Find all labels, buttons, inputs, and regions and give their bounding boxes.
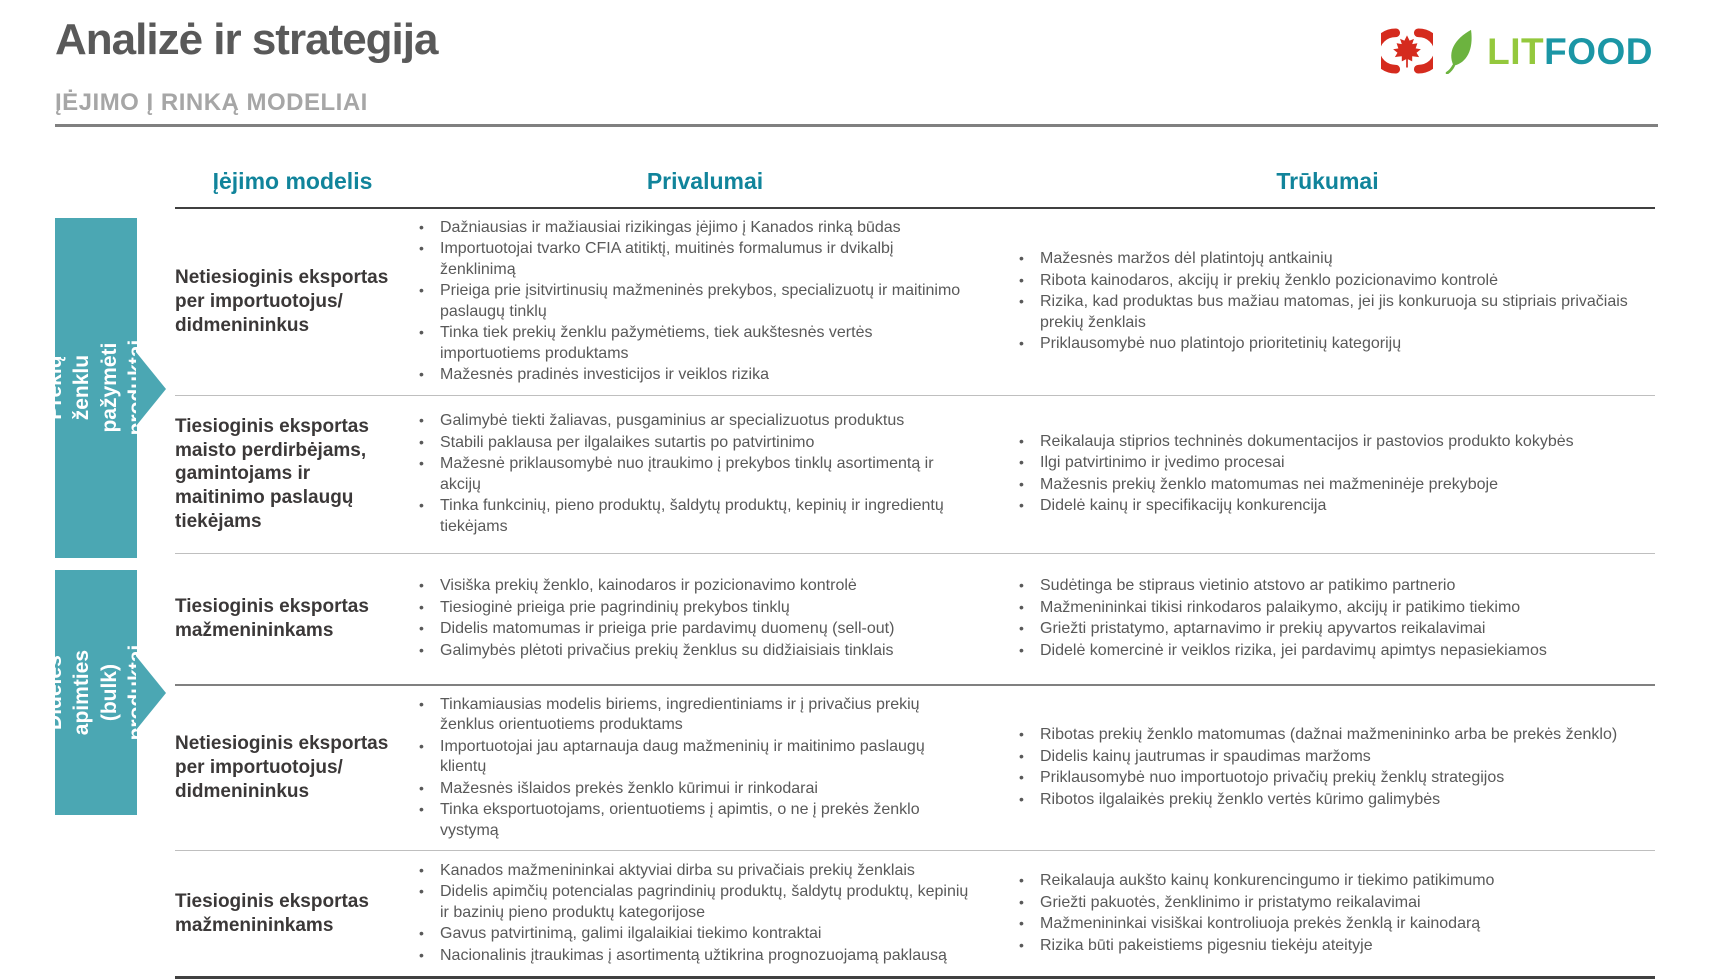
group-arrow-icon: [136, 352, 166, 426]
bullet-item: • Ribotos ilgalaikės prekių ženklo vertės kūrimo galimybės: [1010, 790, 1649, 810]
model-cell: Netiesioginis eksportas per importuotojus/ didmenininkus: [175, 733, 389, 802]
bullet-item: • Mažmenininkai visiškai kontroliuoja prekės ženklą ir kainodarą: [1010, 914, 1649, 934]
subtitle-divider: [55, 124, 1658, 127]
bullet-item: • Gavus patvirtinimą, galimi ilgalaikiai tiekimo kontraktai: [410, 924, 972, 944]
bullet-item: • Rizika būti pakeistiems pigesniu tiekėju ateityje: [1010, 936, 1649, 956]
cons-cell: [1000, 686, 1655, 850]
bullet-item: • Reikalauja stiprios techninės dokumentacijos ir pastovios produkto kokybės: [1010, 432, 1649, 452]
table-row: [175, 554, 1655, 686]
table-row: [175, 209, 1655, 396]
pros-list: [410, 694, 972, 842]
pros-list: [410, 217, 972, 387]
group-label-bulk-products: [43, 570, 149, 815]
bullet-item: • Tinka tiek prekių ženklu pažymėtiems, tiek aukštesnės vertės importuotiems produktams: [410, 323, 972, 364]
bullet-item: • Galimybės plėtoti privačius prekių ženklus su didžiaisiais tinklais: [410, 641, 972, 661]
pros-cell: [410, 209, 1000, 395]
pros-list: [410, 860, 972, 967]
bullet-item: • Tinka funkcinių, pieno produktų, šaldytų produktų, kepinių ir ingredientų tiekėjams: [410, 496, 972, 537]
pros-cell: [410, 686, 1000, 850]
bullet-item: • Griežti pristatymo, aptarnavimo ir prekių apyvartos reikalavimai: [1010, 619, 1649, 639]
page-title: Analizė ir strategija: [55, 15, 438, 64]
pros-cell: [410, 554, 1000, 684]
cons-cell: [1000, 554, 1655, 684]
model-cell: Tiesioginis eksportas mažmenininkams: [175, 890, 369, 936]
brand-text: [1487, 30, 1653, 72]
brand-food: FOOD: [1544, 30, 1653, 72]
model-cell: Tiesioginis eksportas maisto perdirbėjams, gamintojams ir maitinimo paslaugų tiekėjams: [175, 415, 369, 532]
group-label-text: Didelės apimties (bulk) produktai: [43, 644, 149, 741]
page-subtitle: ĮĖJIMO Į RINKĄ MODELIAI: [55, 89, 368, 117]
bullet-item: • Dažniausias ir mažiausiai rizikingas įėjimo į Kanados rinką būdas: [410, 218, 972, 238]
brand-logo: [1381, 28, 1653, 74]
cons-list: [1010, 724, 1649, 811]
model-cell: Netiesioginis eksportas per importuotojus/ didmenininkus: [175, 267, 389, 336]
bullet-item: • Ribotas prekių ženklo matomumas (dažnai mažmenininko arba be prekės ženklo): [1010, 725, 1649, 745]
bullet-item: • Stabili paklausa per ilgalaikes sutartis po patvirtinimo: [410, 433, 972, 453]
pros-list: [410, 575, 972, 662]
column-header-cons: Trūkumai: [1276, 168, 1379, 194]
bullet-item: • Mažesnės maržos dėl platintojų antkainių: [1010, 249, 1649, 269]
table-row: [175, 686, 1655, 851]
page-header: [0, 0, 1713, 127]
bullet-item: • Mažesnis prekių ženklo matomumas nei mažmeninėje prekyboje: [1010, 475, 1649, 495]
bullet-item: • Didelė kainų ir specifikacijų konkurencija: [1010, 496, 1649, 516]
bullet-item: • Griežti pakuotės, ženklinimo ir pristatymo reikalavimai: [1010, 893, 1649, 913]
table-header-row: [175, 162, 1655, 209]
entry-models-table: [175, 162, 1655, 979]
bullet-item: • Ilgi patvirtinimo ir įvedimo procesai: [1010, 453, 1649, 473]
bullet-item: • Tiesioginė prieiga prie pagrindinių prekybos tinklų: [410, 598, 972, 618]
column-header-model: Įėjimo modelis: [212, 168, 373, 194]
bullet-item: • Didelis matomumas ir prieiga prie pardavimų duomenų (sell-out): [410, 619, 972, 639]
canada-flag-icon: [1381, 28, 1433, 74]
bullet-item: • Rizika, kad produktas bus mažiau matomas, jei jis konkuruoja su stipriais privačiais prekių ženklais: [1010, 292, 1649, 333]
bullet-item: • Nacionalinis įtraukimas į asortimentą užtikrina prognozuojamą paklausą: [410, 946, 972, 966]
model-cell: Tiesioginis eksportas mažmenininkams: [175, 596, 369, 641]
bullet-item: • Importuotojai jau aptarnauja daug mažmeninių ir maitinimo paslaugų klientų: [410, 737, 972, 778]
bullet-item: • Mažmenininkai tikisi rinkodaros palaikymo, akcijų ir patikimo tiekimo: [1010, 598, 1649, 618]
bullet-item: • Priklausomybė nuo importuotojo privačių prekių ženklų strategijos: [1010, 768, 1649, 788]
bullet-item: • Reikalauja aukšto kainų konkurencingumo ir tiekimo patikimumo: [1010, 871, 1649, 891]
bullet-item: • Tinkamiausias modelis biriems, ingredientiniams ir į privačius prekių ženklus orientuotiems produktams: [410, 695, 972, 736]
pros-cell: [410, 851, 1000, 976]
leaf-icon: [1443, 28, 1477, 74]
group-arrow-icon: [136, 656, 166, 730]
bullet-item: • Prieiga prie įsitvirtinusių mažmeninės prekybos, specializuotų ir maitinimo paslaugų tinklų: [410, 281, 972, 322]
brand-lit: LIT: [1487, 30, 1545, 72]
bullet-item: • Tinka eksportuotojams, orientuotiems į apimtis, o ne į prekės ženklo vystymą: [410, 800, 972, 841]
pros-cell: [410, 396, 1000, 553]
cons-cell: [1000, 851, 1655, 976]
bullet-item: • Ribota kainodaros, akcijų ir prekių ženklo pozicionavimo kontrolė: [1010, 271, 1649, 291]
bullet-item: • Didelė komercinė ir veiklos rizika, jei pardavimų apimtys nepasiekiamos: [1010, 641, 1649, 661]
group-label-branded-products: [43, 218, 149, 558]
pros-list: [410, 410, 972, 538]
bullet-item: • Priklausomybė nuo platintojo prioritetinių kategorijų: [1010, 334, 1649, 354]
cons-list: [1010, 431, 1649, 518]
bullet-item: • Didelis kainų jautrumas ir spaudimas maržoms: [1010, 747, 1649, 767]
column-header-pros: Privalumai: [646, 168, 764, 194]
bullet-item: • Mažesnės pradinės investicijos ir veiklos rizika: [410, 365, 972, 385]
table-row: [175, 851, 1655, 979]
cons-cell: [1000, 209, 1655, 395]
bullet-item: • Galimybė tiekti žaliavas, pusgaminius ar specializuotus produktus: [410, 411, 972, 431]
bullet-item: • Kanados mažmenininkai aktyviai dirba su privačiais prekių ženklais: [410, 861, 972, 881]
cons-list: [1010, 248, 1649, 355]
bullet-item: • Mažesnė priklausomybė nuo įtraukimo į prekybos tinklų asortimentą ir akcijų: [410, 454, 972, 495]
cons-list: [1010, 870, 1649, 957]
bullet-item: • Sudėtinga be stipraus vietinio atstovo ar patikimo partnerio: [1010, 576, 1649, 596]
cons-list: [1010, 575, 1649, 662]
bullet-item: • Mažesnės išlaidos prekės ženklo kūrimui ir rinkodarai: [410, 779, 972, 799]
group-label-text: Prekių ženklu pažymėti produktai: [43, 340, 149, 436]
bullet-item: • Importuotojai tvarko CFIA atitiktį, muitinės formalumus ir dvikalbį ženklinimą: [410, 239, 972, 280]
bullet-item: • Visiška prekių ženklo, kainodaros ir pozicionavimo kontrolė: [410, 576, 972, 596]
table-row: [175, 396, 1655, 554]
bullet-item: • Didelis apimčių potencialas pagrindinių produktų, šaldytų produktų, kepinių ir bazinių pieno produktų kategorijose: [410, 882, 972, 923]
cons-cell: [1000, 396, 1655, 553]
